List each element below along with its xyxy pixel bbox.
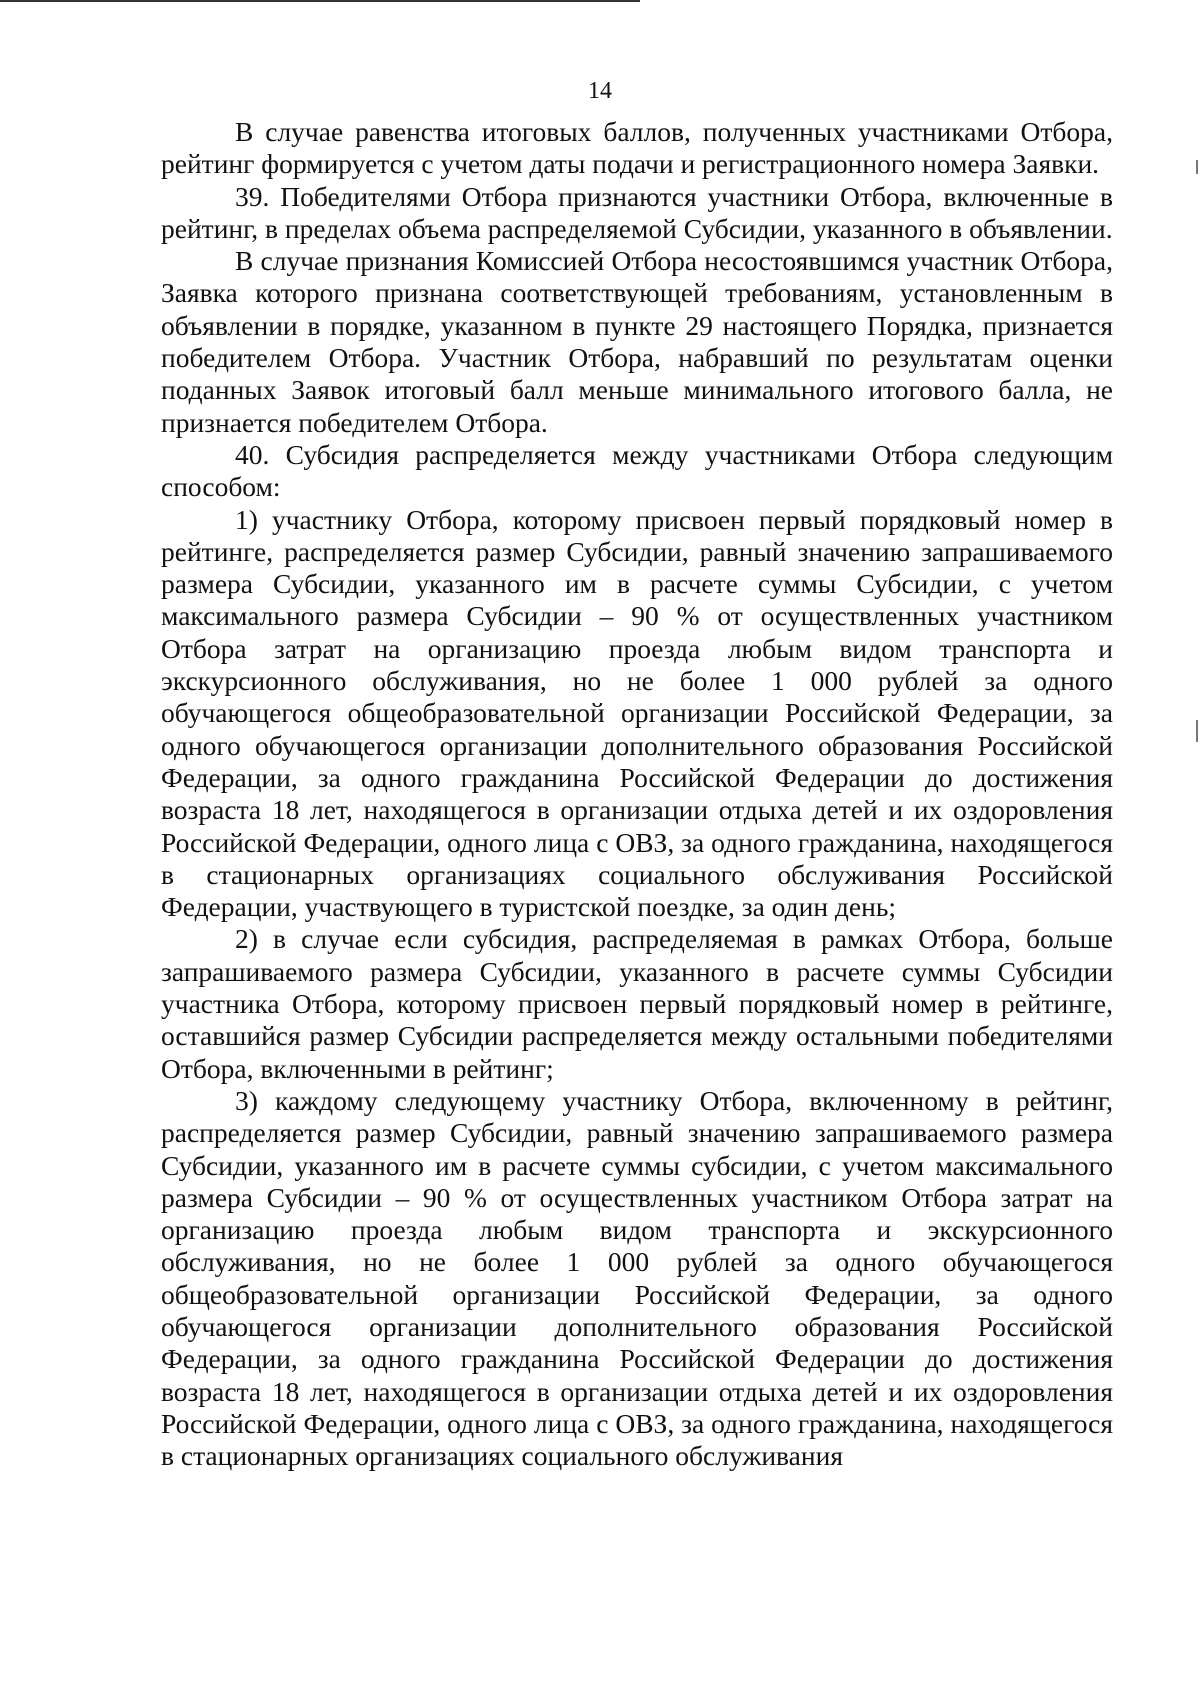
paragraph: 40. Субсидия распределяется между участниками Отбора следующим способом: xyxy=(161,438,1113,503)
document-body xyxy=(161,116,1113,1472)
paragraph: 39. Победителями Отбора признаются участники Отбора, включенные в рейтинг, в пределах объема распределяемой Субсидии, указанного в объявлении. xyxy=(161,180,1113,244)
paragraph: В случае равенства итоговых баллов, полученных участниками Отбора, рейтинг формируется с учетом даты подачи и регистрационного номера Заявки. xyxy=(161,116,1113,180)
page-number: 14 xyxy=(588,78,612,104)
paragraph: 3) каждому следующему участнику Отбора, включенному в рейтинг, распределяется размер Субсидии, равный значению запрашиваемого размера Субсидии, указанного им в расчете суммы субсидии, с учетом максимального размера Субсидии – 90 % от осуществленных участником Отбора затрат на организацию проезда любым видом транспорта и экскурсионного обслуживания, но не более 1 000 рублей за одного обучающегося общеобразовательной организации Российской Федерации, за одного обучающегося организации дополнительного образования Российской Федерации, за одного гражданина Российской Федерации до достижения возраста 18 лет, находящегося в организации отдыха детей и их оздоровления Российской Федерации, одного лица с ОВЗ, за одного гражданина, находящегося в стационарных организациях социального обслуживания xyxy=(161,1084,1113,1472)
paragraph: 1) участнику Отбора, которому присвоен первый порядковый номер в рейтинге, распределяется размер Субсидии, равный значению запрашиваемого размера Субсидии, указанного им в расчете суммы Субсидии, с учетом максимального размера Субсидии – 90 % от осуществленных участником Отбора затрат на организацию проезда любым видом транспорта и экскурсионного обслуживания, но не более 1 000 рублей за одного обучающегося общеобразовательной организации Российской Федерации, за одного обучающегося организации дополнительного образования Российской Федерации, за одного гражданина Российской Федерации до достижения возраста 18 лет, находящегося в организации отдыха детей и их оздоровления Российской Федерации, одного лица с ОВЗ, за одного гражданина, находящегося в стационарных организациях социального обслуживания Российской Федерации, участвующего в туристской поездке, за один день; xyxy=(161,503,1113,923)
scan-margin-mark xyxy=(1196,720,1198,742)
paragraph: 2) в случае если субсидия, распределяемая в рамках Отбора, больше запрашиваемого размера Субсидии, указанного в расчете суммы Субсидии участника Отбора, которому присвоен первый порядковый номер в рейтинге, оставшийся размер Субсидии распределяется между остальными победителями Отбора, включенными в рейтинг; xyxy=(161,923,1113,1084)
paragraph: В случае признания Комиссией Отбора несостоявшимся участник Отбора, Заявка которого признана соответствующей требованиям, установленным в объявлении в порядке, указанном в пункте 29 настоящего Порядка, признается победителем Отбора. Участник Отбора, набравший по результатам оценки поданных Заявок итоговый балл меньше минимального итогового балла, не признается победителем Отбора. xyxy=(161,245,1113,438)
scan-top-edge xyxy=(0,0,640,2)
scan-margin-mark xyxy=(1196,160,1198,174)
